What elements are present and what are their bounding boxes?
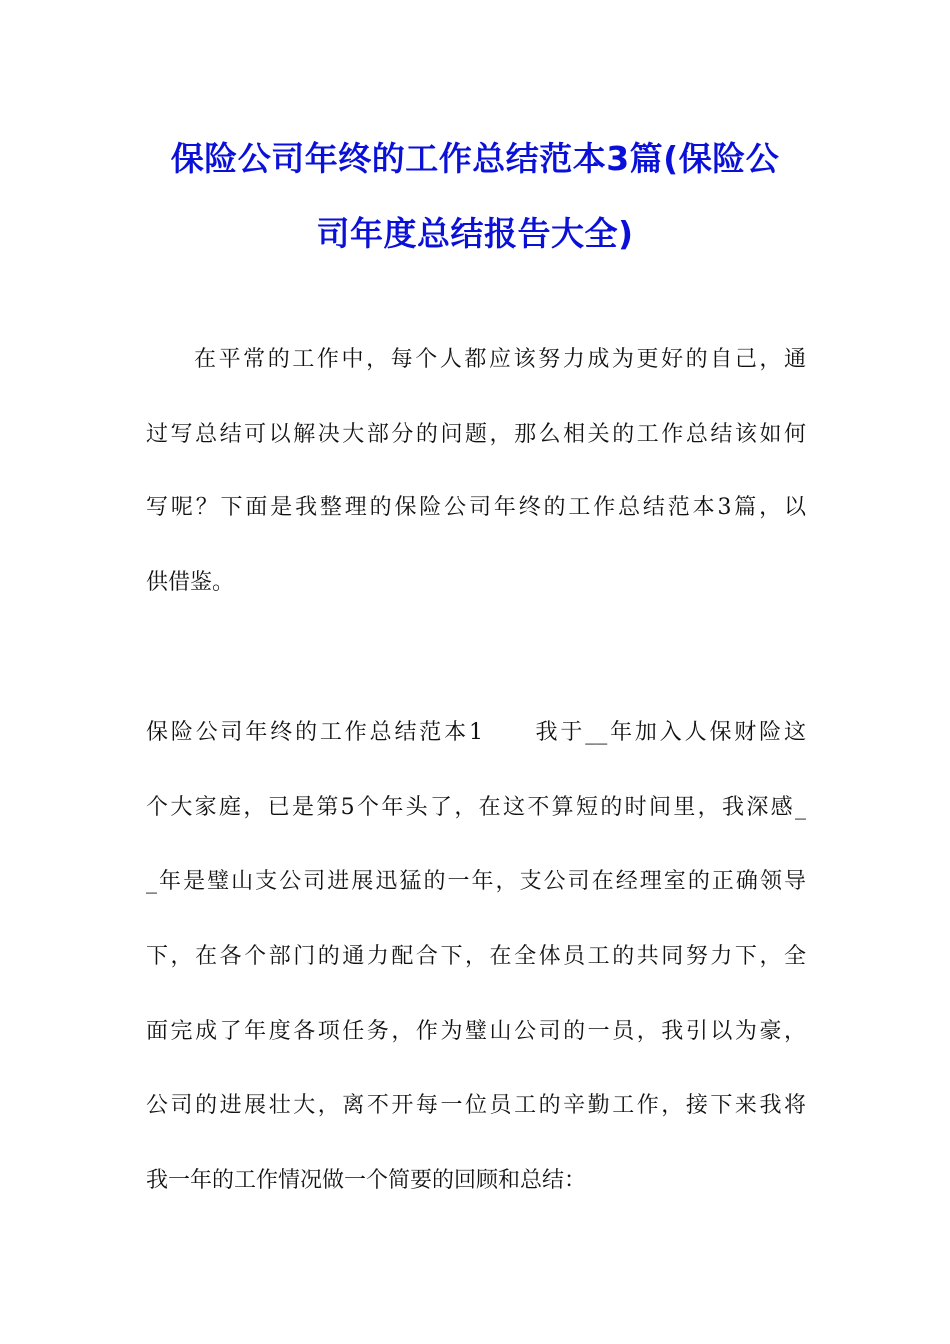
intro-paragraph-line: 写呢？下面是我整理的保险公司年终的工作总结范本3篇，以	[146, 495, 806, 520]
section1-paragraph-line: 面完成了年度各项任务，作为璧山公司的一员，我引以为豪，	[146, 1019, 806, 1044]
intro-paragraph-line: 在平常的工作中，每个人都应该努力成为更好的自己，通	[194, 347, 806, 372]
section1-paragraph-line: 下，在各个部门的通力配合下，在全体员工的共同努力下，全	[146, 944, 806, 969]
document-title-line-2: 司年度总结报告大全)	[316, 214, 634, 253]
document-title-line-1: 保险公司年终的工作总结范本3篇(保险公	[170, 139, 780, 178]
section1-paragraph-line: 公司的进展壮大，离不开每一位员工的辛勤工作，接下来我将	[146, 1093, 806, 1118]
section1-paragraph-line: 我一年的工作情况做一个简要的回顾和总结：	[146, 1168, 587, 1193]
section1-paragraph-line: 个大家庭，已是第5个年头了，在这不算短的时间里，我深感_	[146, 795, 806, 820]
section1-paragraph-line: 保险公司年终的工作总结范本1 我于__年加入人保财险这	[146, 720, 806, 745]
section1-paragraph-line: _年是璧山支公司进展迅猛的一年，支公司在经理室的正确领导	[146, 869, 806, 894]
intro-paragraph-line: 供借鉴。	[146, 570, 235, 595]
intro-paragraph-line: 过写总结可以解决大部分的问题，那么相关的工作总结该如何	[146, 422, 806, 447]
